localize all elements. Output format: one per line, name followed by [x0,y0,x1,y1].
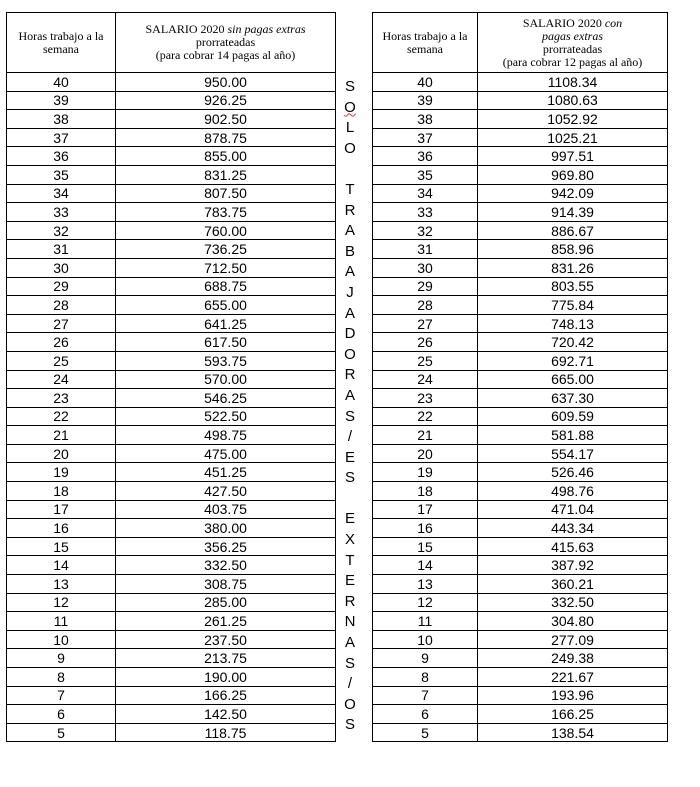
vertical-letter: E [344,510,355,528]
salary-cell: 332.50 [478,593,668,612]
hours-cell: 33 [373,203,478,222]
table-row [7,426,336,445]
header-salary-line2: prorrateadas [195,35,256,49]
salary-cell: 190.00 [116,668,336,687]
vertical-letter: A [344,304,355,322]
table-row [373,128,668,147]
vertical-letter: B [344,242,355,260]
hours-cell: 10 [373,630,478,649]
table-row [7,203,336,222]
salary-cell: 641.25 [116,314,336,333]
hours-cell: 17 [373,500,478,519]
hours-cell: 16 [373,519,478,538]
hours-cell: 12 [7,593,116,612]
hours-cell: 23 [373,389,478,408]
header-salary-line3: (para cobrar 14 pagas al año) [155,48,296,62]
hours-cell: 24 [7,370,116,389]
salary-cell: 1080.63 [478,91,668,110]
vertical-letter: N [344,613,356,631]
salary-cell: 1108.34 [478,73,668,92]
salary-cell: 581.88 [478,426,668,445]
salary-cell: 451.25 [116,463,336,482]
hours-cell: 35 [373,165,478,184]
salary-cell: 427.50 [116,482,336,501]
hours-cell: 22 [373,407,478,426]
table-row [7,258,336,277]
hours-cell: 7 [7,686,116,705]
salary-cell: 380.00 [116,519,336,538]
table-row [7,612,336,631]
table-row [7,723,336,742]
hours-cell: 19 [373,463,478,482]
table-row [373,277,668,296]
hours-cell: 35 [7,165,116,184]
vertical-letter: A [344,386,355,404]
header-salary-italic-1: con [604,15,623,30]
hours-cell: 9 [7,649,116,668]
hours-cell: 23 [7,389,116,408]
salary-cell: 831.25 [116,165,336,184]
hours-cell: 36 [7,147,116,166]
vertical-letter: T [345,551,355,569]
table-header-row [7,13,336,73]
table-row [373,370,668,389]
salary-cell: 332.50 [116,556,336,575]
table-row [373,537,668,556]
table-row [373,500,668,519]
vertical-letter: R [344,592,356,610]
header-salary-line3: prorrateadas [542,41,603,56]
table-row [373,668,668,687]
vertical-letter: D [344,325,356,343]
table-row [373,630,668,649]
salary-cell: 308.75 [116,575,336,594]
header-salary-italic-2: pagas extras [542,28,603,43]
table-row [7,165,336,184]
vertical-letter: A [344,634,355,652]
hours-cell: 32 [373,221,478,240]
hours-cell: 39 [373,91,478,110]
salary-cell: 858.96 [478,240,668,259]
table-row [373,240,668,259]
salary-cell: 285.00 [116,593,336,612]
hours-cell: 34 [373,184,478,203]
hours-cell: 28 [373,296,478,315]
vertical-letter: O [344,98,356,116]
hours-cell: 30 [373,258,478,277]
salary-cell: 166.25 [478,705,668,724]
hours-cell: 29 [7,277,116,296]
table-row [373,407,668,426]
table-row [7,221,336,240]
table-row [7,630,336,649]
table-row [373,686,668,705]
salary-cell: 942.09 [478,184,668,203]
header-hours-label: Horas trabajo a la semana [18,28,104,56]
hours-cell: 13 [373,575,478,594]
hours-cell: 6 [7,705,116,724]
table-row [373,165,668,184]
hours-cell: 37 [7,128,116,147]
salary-cell: 387.92 [478,556,668,575]
header-salary-prefix: SALARIO 2020 [145,22,228,36]
salary-cell: 213.75 [116,649,336,668]
table-row [373,612,668,631]
table-header-row [373,13,668,73]
salary-cell: 902.50 [116,110,336,129]
hours-cell: 5 [373,723,478,742]
table-row [373,593,668,612]
table-row [7,240,336,259]
header-salary [116,13,336,73]
hours-cell: 21 [373,426,478,445]
table-row [373,426,668,445]
header-salary-prefix: SALARIO 2020 [522,15,605,30]
salary-cell: 926.25 [116,91,336,110]
vertical-letter: R [344,366,356,384]
salary-table-without-extras [6,12,336,742]
hours-cell: 17 [7,500,116,519]
vertical-letter: R [344,201,356,219]
vertical-letter: S [344,654,355,672]
salary-cell: 415.63 [478,537,668,556]
hours-cell: 10 [7,630,116,649]
salary-cell: 249.38 [478,649,668,668]
table-row [7,110,336,129]
table-row [7,407,336,426]
salary-cell: 692.71 [478,351,668,370]
hours-cell: 16 [7,519,116,538]
hours-cell: 12 [373,593,478,612]
salary-cell: 142.50 [116,705,336,724]
hours-cell: 11 [7,612,116,631]
table-row [7,463,336,482]
table-row [373,184,668,203]
hours-cell: 40 [373,73,478,92]
table-row [7,668,336,687]
hours-cell: 25 [373,351,478,370]
salary-cell: 803.55 [478,277,668,296]
salary-cell: 166.25 [116,686,336,705]
hours-cell: 31 [373,240,478,259]
table-row [7,128,336,147]
hours-cell: 18 [373,482,478,501]
salary-cell: 403.75 [116,500,336,519]
salary-cell: 498.75 [116,426,336,445]
table-row [7,593,336,612]
table-row [373,314,668,333]
table-row [7,296,336,315]
table-row [373,444,668,463]
salary-table-with-extras [372,12,668,742]
salary-cell: 655.00 [116,296,336,315]
vertical-letter: T [345,180,355,198]
table-row [7,389,336,408]
hours-cell: 19 [7,463,116,482]
table-row [7,333,336,352]
hours-cell: 38 [373,110,478,129]
table-row [7,444,336,463]
hours-cell: 22 [7,407,116,426]
table-row [7,277,336,296]
table-row [373,463,668,482]
salary-cell: 609.59 [478,407,668,426]
salary-cell: 1052.92 [478,110,668,129]
table-row [373,333,668,352]
salary-cell: 554.17 [478,444,668,463]
vertical-letter: O [344,139,356,157]
table-row [373,575,668,594]
salary-cell: 221.67 [478,668,668,687]
table-row [373,91,668,110]
table-body [7,73,336,742]
table-row [373,723,668,742]
hours-cell: 9 [373,649,478,668]
vertical-letter: J [346,283,354,301]
salary-cell: 475.00 [116,444,336,463]
salary-cell: 443.34 [478,519,668,538]
hours-cell: 20 [373,444,478,463]
hours-cell: 15 [7,537,116,556]
header-hours-label: Horas trabajo a la semana [382,28,468,56]
salary-cell: 593.75 [116,351,336,370]
table-row [373,556,668,575]
salary-cell: 1025.21 [478,128,668,147]
hours-cell: 6 [373,705,478,724]
salary-cell: 570.00 [116,370,336,389]
hours-cell: 33 [7,203,116,222]
vertical-letter: X [344,531,355,549]
salary-cell: 748.13 [478,314,668,333]
vertical-letter: O [344,695,356,713]
vertical-letter: / [347,675,353,693]
salary-cell: 855.00 [116,147,336,166]
hours-cell: 26 [7,333,116,352]
hours-cell: 37 [373,128,478,147]
vertical-letter: O [344,345,356,363]
table-row [373,110,668,129]
hours-cell: 31 [7,240,116,259]
salary-cell: 356.25 [116,537,336,556]
salary-cell: 277.09 [478,630,668,649]
vertical-letter: S [344,469,355,487]
table-row [373,73,668,92]
hours-cell: 8 [7,668,116,687]
salary-cell: 914.39 [478,203,668,222]
salary-cell: 712.50 [116,258,336,277]
salary-cell: 526.46 [478,463,668,482]
header-hours [373,13,478,73]
table-row [7,184,336,203]
table-row [7,314,336,333]
table-row [7,705,336,724]
salary-cell: 688.75 [116,277,336,296]
hours-cell: 38 [7,110,116,129]
hours-cell: 14 [373,556,478,575]
table-row [7,686,336,705]
hours-cell: 28 [7,296,116,315]
hours-cell: 36 [373,147,478,166]
header-salary [478,13,668,73]
salary-cell: 138.54 [478,723,668,742]
table-row [373,519,668,538]
vertical-letter: S [344,78,355,95]
table-row [373,351,668,370]
salary-cell: 886.67 [478,221,668,240]
salary-cell: 637.30 [478,389,668,408]
table-row [373,296,668,315]
hours-cell: 29 [373,277,478,296]
hours-cell: 30 [7,258,116,277]
hours-cell: 34 [7,184,116,203]
vertical-letter: S [344,716,355,734]
table-row [373,649,668,668]
table-row [7,482,336,501]
hours-cell: 26 [373,333,478,352]
salary-cell: 878.75 [116,128,336,147]
hours-cell: 27 [7,314,116,333]
hours-cell: 21 [7,426,116,445]
table-row [7,519,336,538]
hours-cell: 14 [7,556,116,575]
hours-cell: 27 [373,314,478,333]
vertical-caption [338,77,362,736]
table-row [373,389,668,408]
vertical-letter: E [344,448,355,466]
hours-cell: 11 [373,612,478,631]
table-row [7,370,336,389]
table-row [7,500,336,519]
salary-cell: 775.84 [478,296,668,315]
hours-cell: 13 [7,575,116,594]
hours-cell: 18 [7,482,116,501]
vertical-letter: E [344,572,355,590]
salary-cell: 304.80 [478,612,668,631]
hours-cell: 24 [373,370,478,389]
table-row [7,73,336,92]
hours-cell: 8 [373,668,478,687]
salary-cell: 522.50 [116,407,336,426]
hours-cell: 40 [7,73,116,92]
hours-cell: 7 [373,686,478,705]
table-row [7,556,336,575]
salary-cell: 831.26 [478,258,668,277]
table-row [373,147,668,166]
hours-cell: 32 [7,221,116,240]
salary-cell: 261.25 [116,612,336,631]
header-salary-italic: sin pagas extras [227,22,306,36]
table-row [373,203,668,222]
hours-cell: 5 [7,723,116,742]
table-row [7,537,336,556]
table-row [7,649,336,668]
vertical-letter: S [344,407,355,425]
salary-cell: 665.00 [478,370,668,389]
salary-cell: 807.50 [116,184,336,203]
salary-cell: 783.75 [116,203,336,222]
hours-cell: 25 [7,351,116,370]
salary-cell: 997.51 [478,147,668,166]
salary-cell: 720.42 [478,333,668,352]
vertical-letter: A [344,263,355,281]
table-row [373,482,668,501]
table-row [373,258,668,277]
salary-cell: 193.96 [478,686,668,705]
hours-cell: 15 [373,537,478,556]
salary-cell: 760.00 [116,221,336,240]
salary-cell: 118.75 [116,723,336,742]
header-salary-line4: (para cobrar 12 pagas al año) [502,54,643,69]
table-body [373,73,668,742]
salary-cell: 471.04 [478,500,668,519]
vertical-letter: L [345,119,355,137]
salary-cell: 969.80 [478,165,668,184]
table-row [373,221,668,240]
vertical-letter: A [344,222,355,240]
table-row [373,705,668,724]
hours-cell: 20 [7,444,116,463]
table-row [7,91,336,110]
hours-cell: 39 [7,91,116,110]
salary-cell: 546.25 [116,389,336,408]
header-hours [7,13,116,73]
salary-cell: 617.50 [116,333,336,352]
salary-cell: 736.25 [116,240,336,259]
table-row [7,147,336,166]
salary-cell: 498.76 [478,482,668,501]
vertical-letter: / [347,428,353,446]
table-row [7,351,336,370]
table-row [7,575,336,594]
salary-cell: 360.21 [478,575,668,594]
salary-cell: 237.50 [116,630,336,649]
salary-cell: 950.00 [116,73,336,92]
